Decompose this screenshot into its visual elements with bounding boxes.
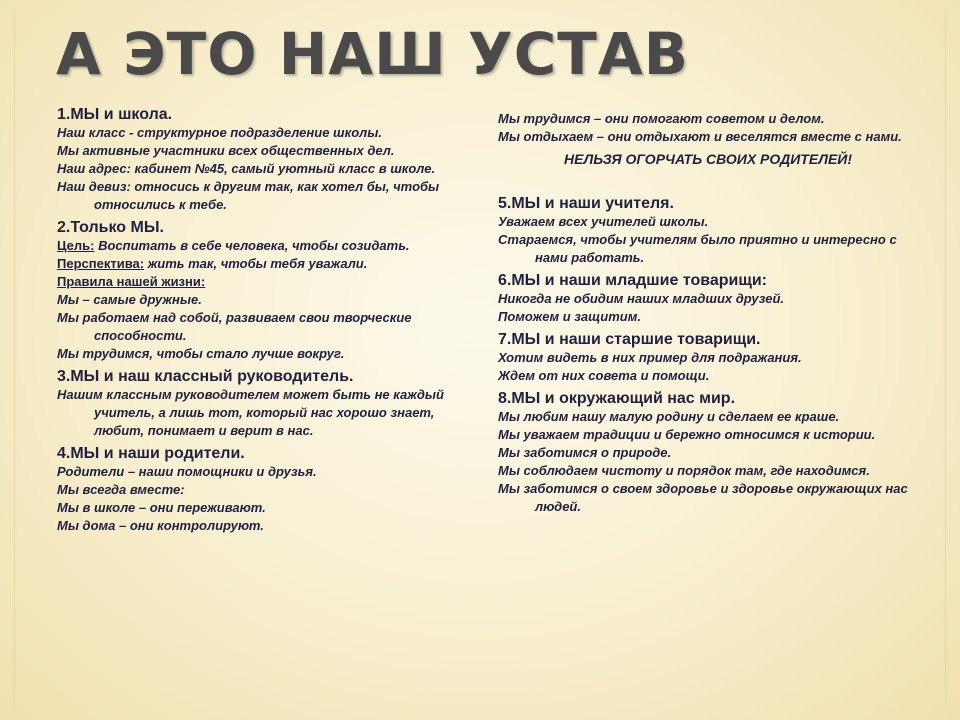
section-parents-continued bbox=[498, 110, 918, 168]
section-heading: 5.МЫ и наши учителя. bbox=[498, 195, 674, 212]
list-item: Мы – самые дружные. bbox=[57, 292, 202, 307]
list-item: Мы дома – они контролируют. bbox=[57, 518, 264, 533]
section-school bbox=[57, 105, 477, 214]
perspective-label: Перспектива: bbox=[57, 256, 145, 271]
section-heading: 7.МЫ и наши старшие товарищи. bbox=[498, 331, 761, 348]
slide-title: А ЭТО НАШ УСТАВ bbox=[56, 20, 689, 88]
list-item: Мы заботимся о своем здоровье и здоровье окружающих нас людей. bbox=[498, 481, 908, 514]
section-parents bbox=[57, 444, 477, 535]
section-heading: 1.МЫ и школа. bbox=[57, 106, 173, 123]
section-only-us bbox=[57, 218, 477, 363]
right-column bbox=[498, 110, 918, 520]
list-item: Наш девиз: относись к другим так, как хотел бы, чтобы относились к тебе. bbox=[57, 179, 440, 212]
list-item: Мы уважаем традиции и бережно относимся к истории. bbox=[498, 427, 876, 442]
section-teachers bbox=[498, 194, 918, 267]
section-heading: 6.МЫ и наши младшие товарищи: bbox=[498, 272, 768, 289]
list-item: Мы любим нашу малую родину и сделаем ее краше. bbox=[498, 409, 840, 424]
section-heading: 4.МЫ и наши родители. bbox=[57, 445, 245, 462]
list-item: Мы соблюдаем чистоту и порядок там, где находимся. bbox=[498, 463, 870, 478]
parents-motto: НЕЛЬЗЯ ОГОРЧАТЬ СВОИХ РОДИТЕЛЕЙ! bbox=[563, 151, 853, 167]
list-item: Мы отдыхаем – они отдыхают и веселятся вместе с нами. bbox=[498, 129, 902, 144]
section-older bbox=[498, 330, 918, 385]
list-item: Нашим классным руководителем может быть не каждый учитель, а лишь тот, который нас хорошо знает, любит, понимает и верит в нас. bbox=[57, 387, 444, 438]
list-item: Хотим видеть в них пример для подражания. bbox=[498, 350, 802, 365]
list-item: Уважаем всех учителей школы. bbox=[498, 214, 709, 229]
rules-label: Правила нашей жизни: bbox=[57, 274, 206, 289]
goal-line bbox=[57, 237, 477, 255]
section-class-teacher bbox=[57, 367, 477, 440]
list-item: Родители – наши помощники и друзья. bbox=[57, 464, 317, 479]
list-item: Мы активные участники всех общественных дел. bbox=[57, 143, 395, 158]
goal-text: Воспитать в себе человека, чтобы созидать. bbox=[94, 238, 410, 253]
section-heading: 2.Только МЫ. bbox=[57, 219, 164, 236]
list-item: Наш адрес: кабинет №45, самый уютный класс в школе. bbox=[57, 161, 436, 176]
list-item: Мы в школе – они переживают. bbox=[57, 500, 266, 515]
list-item: Мы трудимся, чтобы стало лучше вокруг. bbox=[57, 346, 345, 361]
rules-line bbox=[57, 273, 477, 291]
list-item: Мы трудимся – они помогают советом и делом. bbox=[498, 111, 825, 126]
section-world bbox=[498, 389, 918, 516]
list-item: Никогда не обидим наших младших друзей. bbox=[498, 291, 785, 306]
list-item: Мы заботимся о природе. bbox=[498, 445, 672, 460]
list-item: Мы работаем над собой, развиваем свои творческие способности. bbox=[57, 310, 412, 343]
section-younger bbox=[498, 271, 918, 326]
perspective-text: жить так, чтобы тебя уважали. bbox=[144, 256, 368, 271]
list-item: Поможем и защитим. bbox=[498, 309, 641, 324]
section-heading: 8.МЫ и окружающий нас мир. bbox=[498, 390, 736, 407]
left-column bbox=[57, 105, 477, 539]
list-item: Наш класс - структурное подразделение школы. bbox=[57, 125, 382, 140]
list-item: Стараемся, чтобы учителям было приятно и интересно с нами работать. bbox=[498, 232, 897, 265]
list-item: Ждем от них совета и помощи. bbox=[498, 368, 710, 383]
goal-label: Цель: bbox=[57, 238, 95, 253]
perspective-line bbox=[57, 255, 477, 273]
section-heading: 3.МЫ и наш классный руководитель. bbox=[57, 368, 354, 385]
list-item: Мы всегда вместе: bbox=[57, 482, 185, 497]
